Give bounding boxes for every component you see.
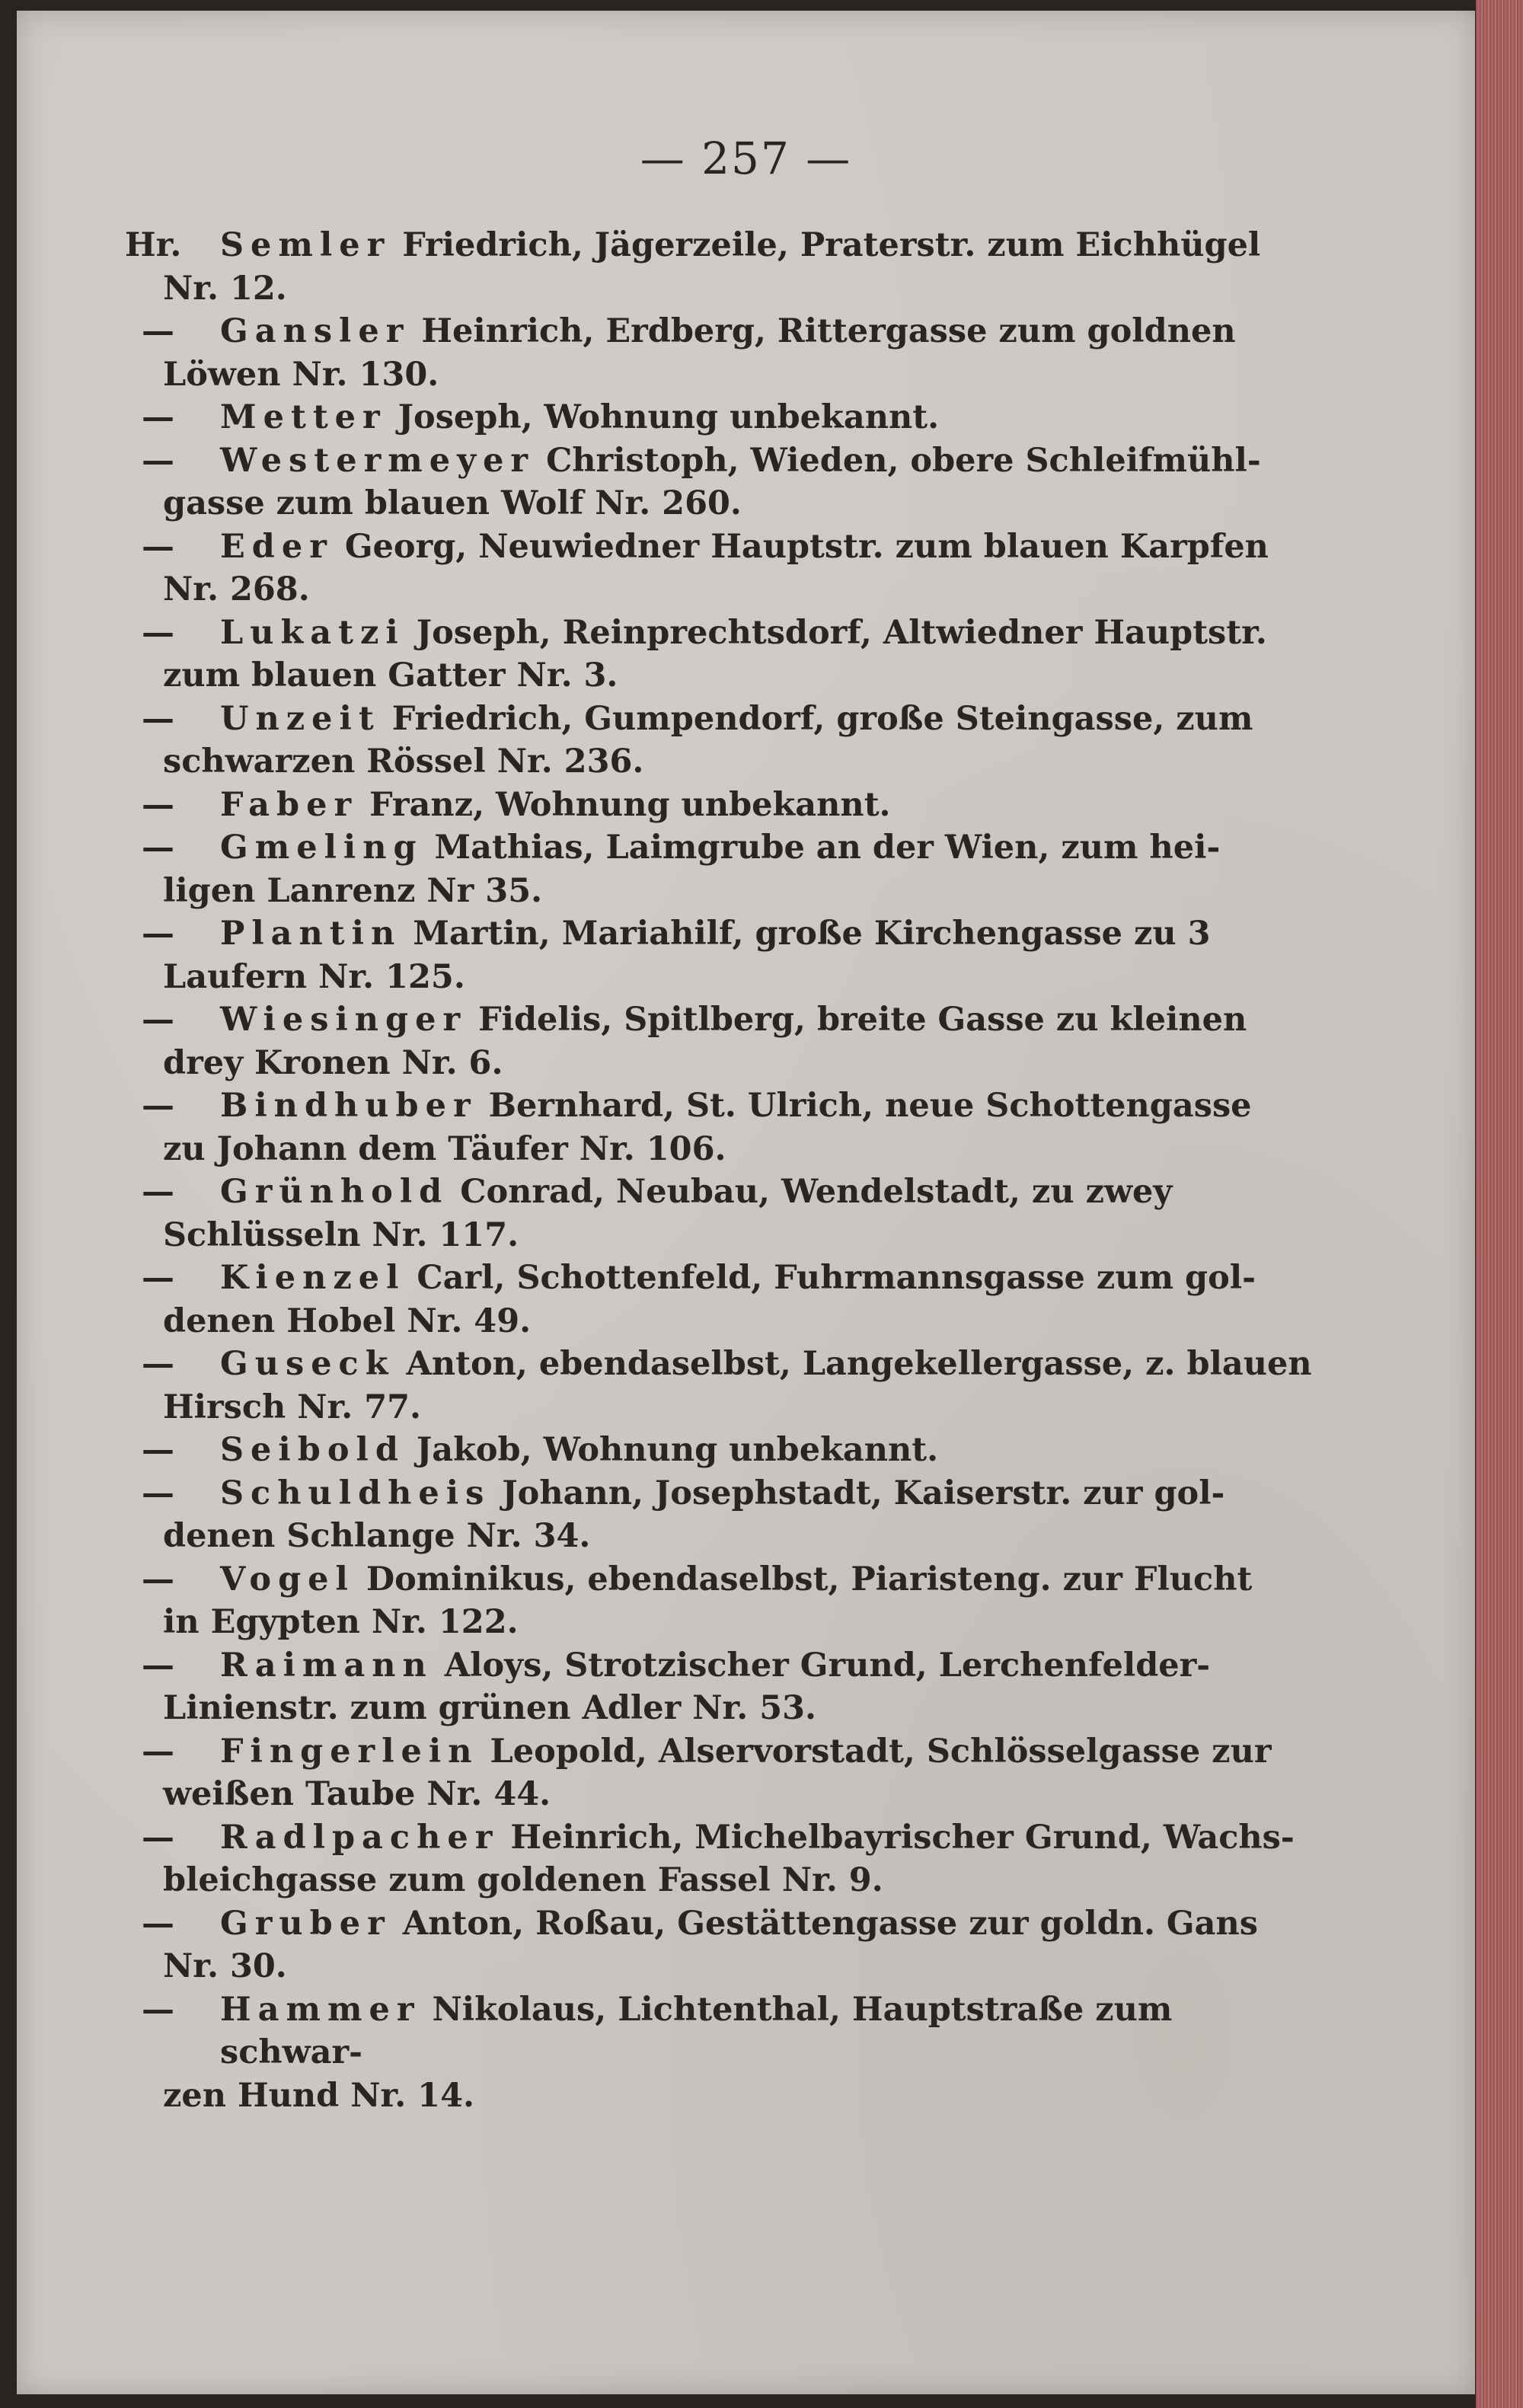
entry-lead-mark: — [142,312,174,350]
entry-lead-mark: — [142,1345,174,1383]
entry-continuation-line: schwarzen Rössel Nr. 236. [163,743,644,781]
address-entry [133,1429,1320,1472]
entry-first-line [133,525,1320,569]
entry-first-line [133,698,1320,741]
address-entry [133,439,1320,525]
entry-details: Jakob, Wohnung unbekannt. [404,1431,939,1469]
person-surname: Plantin [220,915,402,953]
entry-first-line [133,1429,1320,1472]
address-entry [133,826,1320,912]
person-surname: Lukatzi [220,613,405,652]
entry-lead-mark: — [142,915,174,953]
entry-continuation-line: Nr. 268. [163,570,310,608]
entry-details: Fidelis, Spitlberg, breite Gasse zu kleinen [467,1001,1247,1039]
entry-lead-mark: — [142,1087,174,1125]
entry-details: Conrad, Neubau, Wendelstadt, zu zwey [449,1173,1173,1211]
entry-details: Johann, Josephstadt, Kaiserstr. zur gol- [490,1474,1225,1512]
entry-continuation-line: Schlüsseln Nr. 117. [163,1215,519,1254]
address-entry [133,1084,1320,1170]
entry-first-line [133,784,1320,827]
entry-lead-mark: — [142,785,174,824]
entry-continuation-line: zen Hund Nr. 14. [163,2076,474,2115]
address-entry [133,396,1320,439]
entry-first-line [133,1170,1320,1214]
person-surname: Bindhuber [220,1087,477,1125]
person-surname: Semler [220,226,391,264]
entry-lead-mark: — [142,1001,174,1039]
entry-lead-mark: — [142,1990,174,2029]
entry-lead-mark: — [142,1474,174,1512]
entry-continuation-line: ligen Lanrenz Nr 35. [163,871,543,910]
person-surname: Radlpacher [220,1818,500,1857]
entry-first-line [133,224,1320,267]
entry-continuation-line: Nr. 30. [163,1947,287,1985]
entry-lead-mark: — [142,527,174,566]
entry-continuation-line: denen Schlange Nr. 34. [163,1517,591,1555]
entry-lead-mark: — [142,1818,174,1857]
person-surname: Gmeling [220,829,423,867]
entry-continuation-line: drey Kronen Nr. 6. [163,1043,503,1082]
address-entry [133,310,1320,396]
person-surname: Gruber [220,1904,391,1943]
entry-first-line [133,912,1320,956]
entry-continuation-line: zum blauen Gatter Nr. 3. [163,656,618,695]
entry-continuation-line: Nr. 12. [163,269,287,308]
entry-continuation-line: in Egypten Nr. 122. [163,1603,519,1641]
entry-lead-mark: — [142,699,174,738]
entry-first-line [133,396,1320,439]
address-list [125,224,1320,2117]
entry-first-line [133,1472,1320,1515]
person-surname: Faber [220,785,359,824]
entry-continuation-line: Löwen Nr. 130. [163,355,439,394]
entry-details: Leopold, Alservorstadt, Schlösselgasse zur [478,1732,1272,1771]
entry-first-line [133,1902,1320,1946]
person-surname: Metter [220,398,387,436]
entry-first-line [133,1644,1320,1688]
entry-details: Heinrich, Erdberg, Rittergasse zum goldnen [410,312,1236,350]
entry-first-line [133,1343,1320,1386]
address-entry [133,784,1320,827]
entry-first-line [133,998,1320,1042]
entry-details: Christoph, Wieden, obere Schleifmühl- [535,441,1261,480]
entry-first-line [133,1816,1320,1860]
entry-lead-mark: Hr. [125,226,182,264]
entry-continuation-line: Linienstr. zum grünen Adler Nr. 53. [163,1689,817,1727]
entry-details: Aloys, Strotzischer Grund, Lerchenfelder- [433,1646,1211,1685]
entry-first-line [133,1084,1320,1128]
entry-lead-mark: — [142,829,174,867]
entry-lead-mark: — [142,441,174,480]
person-surname: Unzeit [220,699,381,738]
entry-details: Mathias, Laimgrube an der Wien, zum hei- [423,829,1221,867]
page-number-header: — 257 — [640,133,852,184]
address-entry [133,1558,1320,1644]
entry-lead-mark: — [142,1732,174,1771]
entry-details: Georg, Neuwiedner Hauptstr. zum blauen Karpfen [333,527,1269,566]
entry-continuation-line: gasse zum blauen Wolf Nr. 260. [163,484,742,522]
entry-first-line [133,439,1320,483]
book-page [17,11,1475,2394]
book-edge [1476,0,1523,2408]
entry-details: Carl, Schottenfeld, Fuhrmannsgasse zum gol- [405,1259,1256,1297]
entry-lead-mark: — [142,1259,174,1297]
person-surname: Seibold [220,1431,405,1469]
person-surname: Gansler [220,312,410,350]
entry-lead-mark: — [142,613,174,652]
person-surname: Schuldheis [220,1474,491,1512]
address-entry [133,612,1320,698]
entry-continuation-line: zu Johann dem Täufer Nr. 106. [163,1129,726,1168]
entry-first-line [133,826,1320,870]
entry-continuation-line: weißen Taube Nr. 44. [163,1775,551,1813]
entry-first-line [133,1988,1320,2074]
entry-lead-mark: — [142,1646,174,1685]
entry-lead-mark: — [142,1560,174,1598]
entry-details: Heinrich, Michelbayrischer Grund, Wachs- [499,1818,1295,1857]
entry-continuation-line: bleichgasse zum goldenen Fassel Nr. 9. [163,1861,883,1899]
person-surname: Eder [220,527,334,566]
entry-details: Joseph, Reinprechtsdorf, Altwiedner Hauptstr. [404,613,1267,652]
entry-details: Anton, ebendaselbst, Langekellergasse, z. blauen [394,1345,1312,1383]
address-entry [133,525,1320,612]
person-surname: Fingerlein [220,1732,479,1771]
entry-details: Anton, Roßau, Gestättengasse zur goldn. Gans [391,1904,1258,1943]
person-surname: Westermeyer [220,441,535,480]
address-entry [133,1257,1320,1343]
entry-first-line [133,1257,1320,1300]
address-entry [133,912,1320,998]
entry-first-line [133,1730,1320,1774]
address-entry [133,1730,1320,1816]
entry-details: Friedrich, Jägerzeile, Praterstr. zum Eichhügel [391,226,1261,264]
address-entry [133,1343,1320,1429]
entry-first-line [133,1558,1320,1602]
address-entry [133,698,1320,784]
person-surname: Guseck [220,1345,395,1383]
entry-details: Franz, Wohnung unbekannt. [358,785,891,824]
entry-lead-mark: — [142,1431,174,1469]
entry-details: Nikolaus, Lichtenthal, Hauptstraße zum schwar- [220,1990,1173,2071]
address-entry [133,1644,1320,1730]
entry-lead-mark: — [142,398,174,436]
entry-first-line [133,612,1320,655]
entry-details: Dominikus, ebendaselbst, Piaristeng. zur Flucht [354,1560,1253,1598]
person-surname: Grünhold [220,1173,449,1211]
person-surname: Vogel [220,1560,355,1598]
entry-continuation-line: Laufern Nr. 125. [163,957,465,996]
entry-continuation-line: denen Hobel Nr. 49. [163,1301,532,1340]
entry-lead-mark: — [142,1173,174,1211]
entry-details: Martin, Mariahilf, große Kirchengasse zu 3 [401,915,1211,953]
address-entry [133,1170,1320,1257]
entry-details: Friedrich, Gumpendorf, große Steingasse, zum [380,699,1253,738]
address-entry [133,1816,1320,1902]
address-entry [133,1902,1320,1988]
address-entry [125,224,1320,310]
entry-continuation-line: Hirsch Nr. 77. [163,1388,422,1426]
person-surname: Raimann [220,1646,433,1685]
person-surname: Kienzel [220,1259,406,1297]
person-surname: Hammer [220,1990,421,2029]
address-entry [133,1472,1320,1558]
entry-details: Joseph, Wohnung unbekannt. [386,398,940,436]
person-surname: Wiesinger [220,1001,468,1039]
entry-details: Bernhard, St. Ulrich, neue Schottengasse [477,1087,1252,1125]
address-entry [133,1988,1320,2118]
address-entry [133,998,1320,1084]
entry-lead-mark: — [142,1904,174,1943]
entry-first-line [133,310,1320,353]
